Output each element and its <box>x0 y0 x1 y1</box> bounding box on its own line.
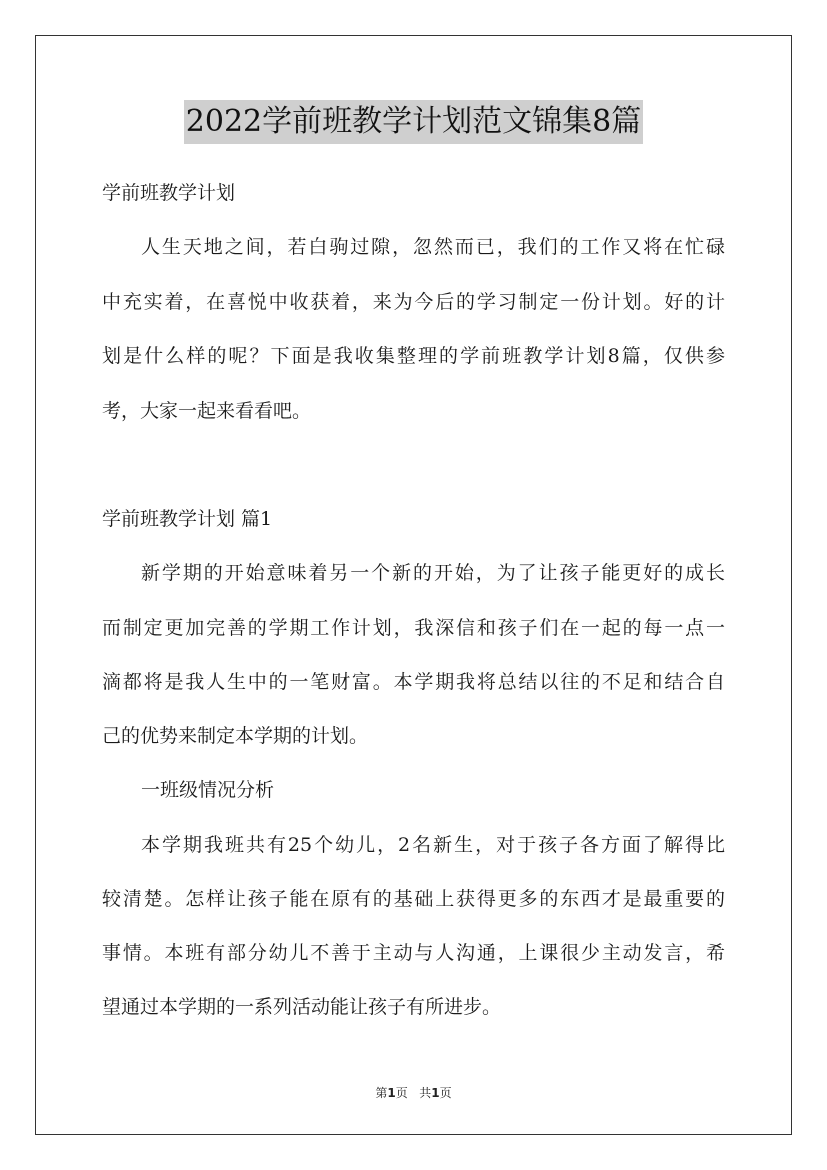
footer-total-suffix: 页 <box>439 1086 452 1100</box>
intro-line-4: 考，大家一起来看看吧。 <box>102 400 312 422</box>
intro-line-3: 划是什么样的呢？下面是我收集整理的学前班教学计划8篇，仅供参 <box>102 345 725 367</box>
footer-page-number: 1 <box>387 1086 396 1100</box>
analysis-line-1: 本学期我班共有25个幼儿，2名新生，对于孩子各方面了解得比 <box>141 834 725 856</box>
intro-line-1: 人生天地之间，若白驹过隙，忽然而已，我们的工作又将在忙碌 <box>141 236 725 258</box>
intro-heading: 学前班教学计划 <box>102 182 236 204</box>
title-container <box>0 100 827 144</box>
subheading-class-analysis: 一班级情况分析 <box>141 779 275 801</box>
footer-page-prefix: 第 <box>375 1086 388 1100</box>
page-footer <box>0 1085 827 1101</box>
document-title: 2022学前班教学计划范文锦集8篇 <box>184 100 643 144</box>
footer-page-suffix: 页 <box>395 1086 408 1100</box>
analysis-line-3: 事情。本班有部分幼儿不善于主动与人沟通，上课很少主动发言，希 <box>102 942 725 964</box>
section1-line-4: 己的优势来制定本学期的计划。 <box>102 725 369 747</box>
analysis-line-2: 较清楚。怎样让孩子能在原有的基础上获得更多的东西才是最重要的 <box>102 888 725 910</box>
intro-line-2: 中充实着，在喜悦中收获着，来为今后的学习制定一份计划。好的计 <box>102 291 725 313</box>
section1-line-1: 新学期的开始意味着另一个新的开始，为了让孩子能更好的成长 <box>141 562 725 584</box>
section1-line-3: 滴都将是我人生中的一笔财富。本学期我将总结以往的不足和结合自 <box>102 671 725 693</box>
footer-total-number: 1 <box>431 1086 440 1100</box>
section1-line-2: 而制定更加完善的学期工作计划，我深信和孩子们在一起的每一点一 <box>102 617 725 639</box>
section1-heading: 学前班教学计划 篇1 <box>102 508 273 530</box>
analysis-line-4: 望通过本学期的一系列活动能让孩子有所进步。 <box>102 996 502 1018</box>
footer-total-prefix: 共 <box>419 1086 432 1100</box>
